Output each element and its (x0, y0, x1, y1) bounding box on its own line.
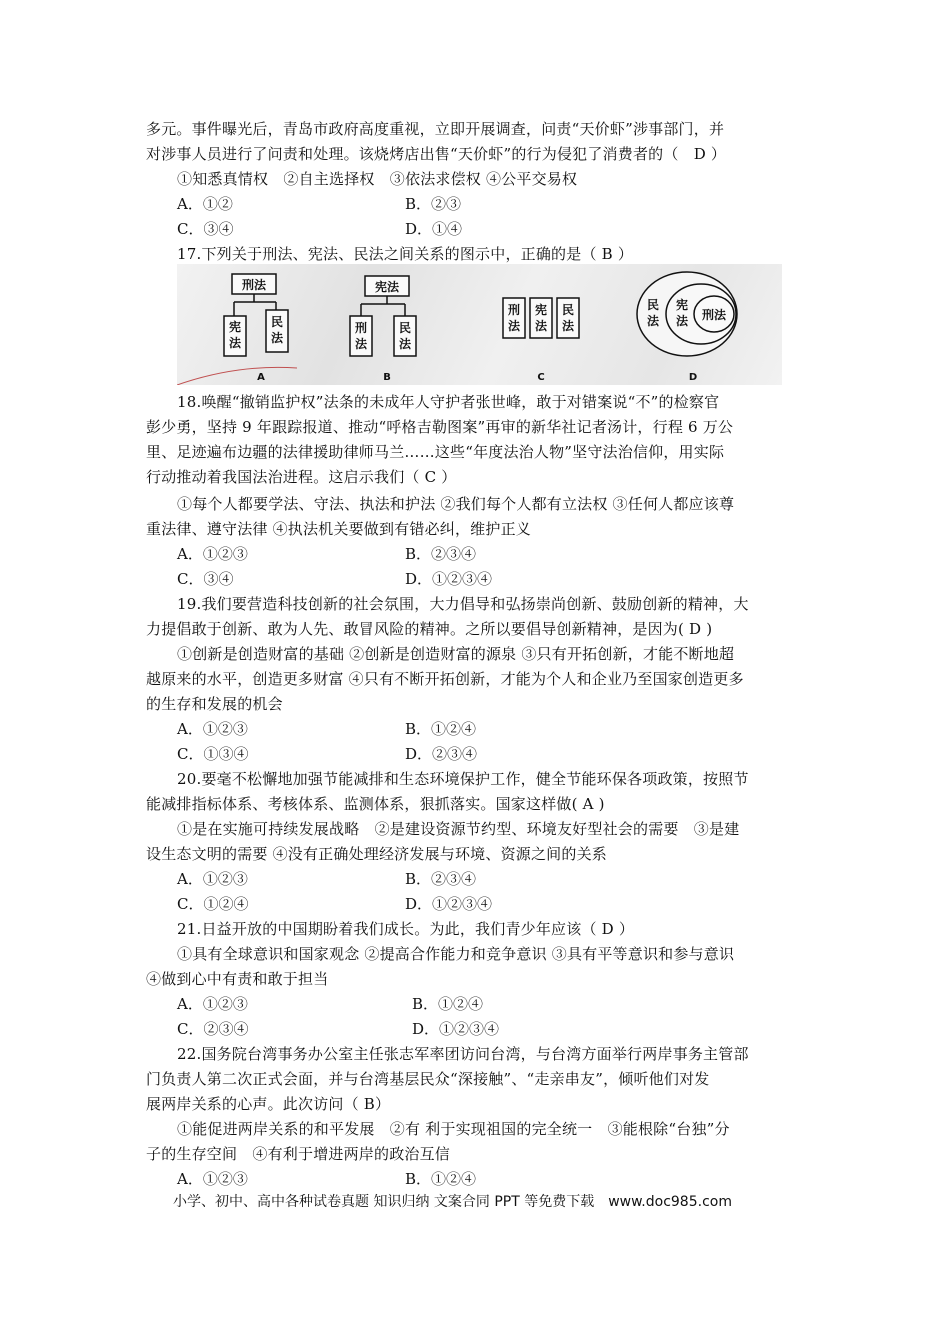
text-line: 能减排指标体系、考核体系、监测体系，狠抓落实。国家这样做( A ) (146, 795, 605, 813)
option-a: A．①②③ (177, 1170, 248, 1188)
question-18: 18.唤醒“撤销监护权”法条的未成年人守护者张世峰，敢于对错案说“不”的检察官 (177, 393, 720, 411)
option-a: A．①②③ (177, 870, 248, 888)
option-a: A．①② (177, 195, 233, 213)
text-line: 行动推动着我国法治进程。这启示我们（ C ） (146, 468, 457, 486)
caption-d: D (688, 372, 698, 383)
option-b: B．①②④ (405, 720, 477, 738)
text-line: 彭少勇，坚持 9 年跟踪报道、推动“呼格吉勒图案”再审的新华社记者汤计，行程 6 万公 (146, 418, 734, 436)
label-d-middle-1: 宪 (675, 298, 689, 312)
label-d-outer-1: 民 (646, 298, 660, 312)
text-line: 对涉事人员进行了问责和处理。该烧烤店出售“天价虾”的行为侵犯了消费者的（ D ） (146, 145, 727, 163)
label-c-3b: 法 (561, 319, 575, 333)
text-line: 力提倡敢于创新、敢为人先、敢冒风险的精神。之所以要倡导创新精神，是因为( D ) (146, 620, 713, 638)
option-a: A．①②③ (177, 720, 248, 738)
text-line: ④做到心中有责和敢于担当 (146, 970, 329, 988)
option-d: D．①④ (405, 220, 463, 238)
label-c-2b: 法 (534, 319, 548, 333)
option-c: C．③④ (177, 570, 234, 588)
label-a-top: 刑法 (241, 278, 267, 292)
option-d: D．①②③④ (405, 570, 493, 588)
caption-b: B (383, 372, 391, 383)
option-b: B．②③④ (405, 545, 477, 563)
text-line: 设生态文明的需要 ④没有正确处理经济发展与环境、资源之间的关系 (146, 845, 607, 863)
option-c: C．①③④ (177, 745, 249, 763)
text-line: 多元。事件曝光后，青岛市政府高度重视，立即开展调查，问责“天价虾”涉事部门，并 (146, 120, 725, 138)
label-c-1a: 刑 (507, 303, 521, 317)
label-d-outer-2: 法 (646, 314, 660, 328)
caption-c: C (537, 372, 545, 383)
option-a: A．①②③ (177, 995, 248, 1013)
label-a-right-2: 法 (270, 331, 284, 345)
option-c: C．②③④ (177, 1020, 249, 1038)
diagram-b (350, 276, 416, 383)
text-line: 里、足迹遍布边疆的法律援助律师马兰……这些“年度法治人物”坚守法治信仰，用实际 (146, 443, 725, 461)
label-b-right-1: 民 (398, 321, 412, 335)
footer-link-text: 小学、初中、高中各种试卷真题 知识归纳 文案合同 PPT 等免费下载 www.doc985.com (173, 1194, 732, 1210)
text-line: 子的生存空间 ④有利于增进两岸的政治互信 (146, 1145, 451, 1163)
label-b-right-2: 法 (398, 337, 412, 351)
option-d: D．①②③④ (405, 895, 493, 913)
question-22: 22.国务院台湾事务办公室主任张志军率团访问台湾，与台湾方面举行两岸事务主管部 (177, 1045, 749, 1063)
question-19: 19.我们要营造科技创新的社会氛围，大力倡导和弘扬崇尚创新、鼓励创新的精神，大 (177, 595, 749, 613)
label-d-inner: 刑法 (701, 308, 727, 322)
label-a-right-1: 民 (270, 315, 284, 329)
label-b-top: 宪法 (374, 280, 400, 294)
text-line: ①每个人都要学法、守法、执法和护法 ②我们每个人都有立法权 ③任何人都应该尊 (177, 495, 735, 513)
law-relationship-figure (177, 264, 782, 385)
option-b: B．①②④ (405, 1170, 477, 1188)
option-c: C．①②④ (177, 895, 249, 913)
caption-a: A (257, 372, 265, 383)
text-line: ①能促进两岸关系的和平发展 ②有 利于实现祖国的完全统一 ③能根除“台独”分 (177, 1120, 730, 1138)
option-d: D．①②③④ (412, 1020, 500, 1038)
option-c: C．③④ (177, 220, 234, 238)
question-17: 17.下列关于刑法、宪法、民法之间关系的图示中，正确的是（ B ） (177, 245, 634, 263)
text-line: 越原来的水平，创造更多财富 ④只有不断开拓创新，才能为个人和企业乃至国家创造更多 (146, 670, 744, 688)
label-b-left-1: 刑 (354, 321, 368, 335)
diagram-a (177, 274, 297, 385)
text-line: 重法律、遵守法律 ④执法机关要做到有错必纠，维护正义 (146, 520, 531, 538)
option-a: A．①②③ (177, 545, 248, 563)
label-c-1b: 法 (507, 319, 521, 333)
option-b: B．②③ (405, 195, 462, 213)
text-line: 门负责人第二次正式会面，并与台湾基层民众“深接触”、“走亲串友”，倾听他们对发 (146, 1070, 710, 1088)
label-d-middle-2: 法 (675, 314, 689, 328)
question-21: 21.日益开放的中国期盼着我们成长。为此，我们青少年应该（ D ） (177, 920, 635, 938)
label-c-2a: 宪 (534, 303, 548, 317)
diagram-d (637, 272, 737, 383)
option-d: D．②③④ (405, 745, 478, 763)
option-b: B．②③④ (405, 870, 477, 888)
text-line: ①具有全球意识和国家观念 ②提高合作能力和竞争意识 ③具有平等意识和参与意识 (177, 945, 735, 963)
text-line: ①知悉真情权 ②自主选择权 ③依法求偿权 ④公平交易权 (177, 170, 578, 188)
label-c-3a: 民 (561, 303, 575, 317)
text-line: 的生存和发展的机会 (146, 695, 283, 713)
label-a-left-1: 宪 (228, 320, 242, 334)
label-b-left-2: 法 (354, 337, 368, 351)
diagram-c (503, 298, 579, 383)
text-line: 展两岸关系的心声。此次访问（ B） (146, 1095, 391, 1113)
question-20: 20.要毫不松懈地加强节能减排和生态环境保护工作，健全节能环保各项政策，按照节 (177, 770, 749, 788)
text-line: ①是在实施可持续发展战略 ②是建设资源节约型、环境友好型社会的需要 ③是建 (177, 820, 740, 838)
option-b: B．①②④ (412, 995, 484, 1013)
label-a-left-2: 法 (228, 336, 242, 350)
text-line: ①创新是创造财富的基础 ②创新是创造财富的源泉 ③只有开拓创新，才能不断地超 (177, 645, 735, 663)
